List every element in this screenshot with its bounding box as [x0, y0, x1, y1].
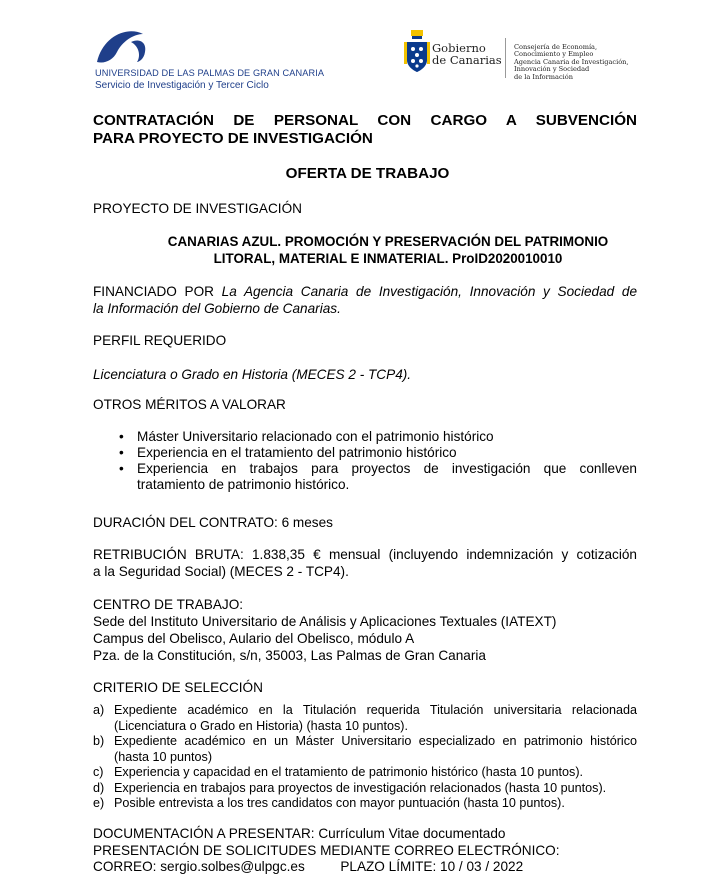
list-item	[93, 796, 637, 812]
canarias-coat-of-arms-icon	[404, 30, 430, 74]
list-item	[93, 765, 637, 781]
logo-divider	[505, 38, 506, 78]
proyecto-label: PROYECTO DE INVESTIGACIÓN	[93, 201, 302, 216]
ulpgc-service: Servicio de Investigación y Tercer Ciclo	[95, 80, 269, 91]
project-title-line2: LITORAL, MATERIAL E INMATERIAL. ProID2020010010	[213, 251, 563, 266]
meritos-label: OTROS MÉRITOS A VALORAR	[93, 397, 286, 412]
criterio-text: Experiencia y capacidad en el tratamiento de patrimonio histórico (hasta 10 puntos).	[114, 765, 584, 779]
perfil-label: PERFIL REQUERIDO	[93, 333, 227, 348]
duracion-text: DURACIÓN DEL CONTRATO: 6 meses	[93, 515, 333, 530]
criterio-mark: c)	[93, 765, 104, 779]
bullet-icon: •	[119, 461, 124, 476]
merito-text-line2: tratamiento de patrimonio histórico.	[137, 477, 350, 492]
consejeria-text	[514, 44, 629, 81]
agencia-line2: Innovación y Sociedad	[514, 65, 590, 74]
financiado-block	[93, 283, 637, 317]
centro-line2: Campus del Obelisco, Aulario del Obelisco, módulo A	[93, 631, 415, 646]
gobierno-name	[432, 42, 502, 66]
agencia-line3: de la Información	[514, 72, 573, 81]
merito-text: Experiencia en trabajos para proyectos de investigación que conlleven	[137, 461, 637, 476]
list-item	[93, 734, 637, 765]
title-line2: PARA PROYECTO DE INVESTIGACIÓN	[93, 130, 373, 147]
ulpgc-wave-icon	[93, 28, 153, 68]
correo-email[interactable]: CORREO: sergio.solbes@ulpgc.es	[93, 859, 305, 874]
list-item	[119, 429, 637, 445]
consejeria-line2: Conocimiento y Empleo	[514, 50, 594, 59]
criterio-mark: a)	[93, 703, 105, 717]
centro-label: CENTRO DE TRABAJO:	[93, 597, 244, 612]
meritos-list	[119, 429, 637, 493]
centro-line1: Sede del Instituto Universitario de Análisis y Aplicaciones Textuales (IATEXT)	[93, 614, 557, 629]
criterio-text-line2: (hasta 10 puntos)	[114, 749, 213, 764]
criterio-text: Posible entrevista a los tres candidatos con mayor puntuación (hasta 10 puntos).	[114, 796, 565, 810]
documentacion-text: DOCUMENTACIÓN A PRESENTAR: Currículum Vitae documentado	[93, 826, 506, 841]
list-item	[119, 445, 637, 461]
footer-block	[93, 826, 560, 876]
criterio-mark: b)	[93, 734, 105, 748]
contact-line	[93, 859, 560, 876]
centro-line3: Pza. de la Constitución, s/n, 35003, Las Palmas de Gran Canaria	[93, 648, 486, 663]
list-item	[119, 461, 637, 493]
financiado-line2: la Información del Gobierno de Canarias.	[93, 301, 341, 316]
document-title	[93, 112, 637, 148]
gobierno-canarias-logo	[402, 28, 702, 88]
retribucion-block	[93, 546, 637, 580]
list-item	[93, 703, 637, 734]
criterio-text: Experiencia en trabajos para proyectos de investigación relacionados (hasta 10 puntos).	[114, 780, 607, 795]
centro-block	[93, 596, 556, 664]
list-item	[93, 781, 637, 797]
title-line1: CONTRATACIÓN DE PERSONAL CON CARGO A SUBVENCIÓN	[93, 112, 637, 129]
ulpgc-logo	[93, 28, 343, 98]
perfil-value: Licenciatura o Grado en Historia (MECES 2 - TCP4).	[93, 367, 412, 382]
merito-text: Experiencia en el tratamiento del patrimonio histórico	[137, 445, 457, 460]
financiado-agency: La Agencia Canaria de Investigación, Innovación y Sociedad de	[221, 284, 638, 299]
retribucion-line1: RETRIBUCIÓN BRUTA: 1.838,35 € mensual (incluyendo indemnización y cotización	[93, 547, 637, 562]
criterio-label: CRITERIO DE SELECCIÓN	[93, 680, 263, 695]
bullet-icon: •	[119, 445, 124, 460]
financiado-prefix: FINANCIADO POR	[93, 284, 222, 299]
presentacion-text: PRESENTACIÓN DE SOLICITUDES MEDIANTE CORREO ELECTRÓNICO:	[93, 842, 560, 858]
plazo-limite: PLAZO LÍMITE: 10 / 03 / 2022	[340, 859, 524, 874]
bullet-icon: •	[119, 429, 124, 444]
ulpgc-name: UNIVERSIDAD DE LAS PALMAS DE GRAN CANARIA	[95, 68, 325, 78]
consejeria-line1: Consejería de Economía,	[514, 43, 598, 51]
criterio-text: Expediente académico en la Titulación requerida Titulación universitaria relacionada	[114, 703, 637, 717]
criterio-text: Expediente académico en un Máster Universitario especializado en patrimonio histórico	[114, 734, 637, 748]
gobierno-line2: de Canarias	[432, 53, 502, 67]
criterio-mark: e)	[93, 796, 105, 810]
project-title	[93, 233, 683, 267]
merito-text: Máster Universitario relacionado con el patrimonio histórico	[137, 429, 494, 444]
criterio-mark: d)	[93, 780, 105, 795]
criterios-list	[93, 703, 637, 812]
retribucion-line2: a la Seguridad Social) (MECES 2 - TCP4).	[93, 564, 349, 579]
project-title-line1: CANARIAS AZUL. PROMOCIÓN Y PRESERVACIÓN DEL PATRIMONIO	[167, 234, 609, 249]
gobierno-line1: Gobierno	[432, 41, 486, 55]
oferta-heading: OFERTA DE TRABAJO	[285, 165, 450, 182]
agencia-line1: Agencia Canaria de Investigación,	[514, 57, 629, 66]
criterio-text-line2: (Licenciatura o Grado en Historia) (hasta 10 puntos).	[114, 718, 409, 733]
